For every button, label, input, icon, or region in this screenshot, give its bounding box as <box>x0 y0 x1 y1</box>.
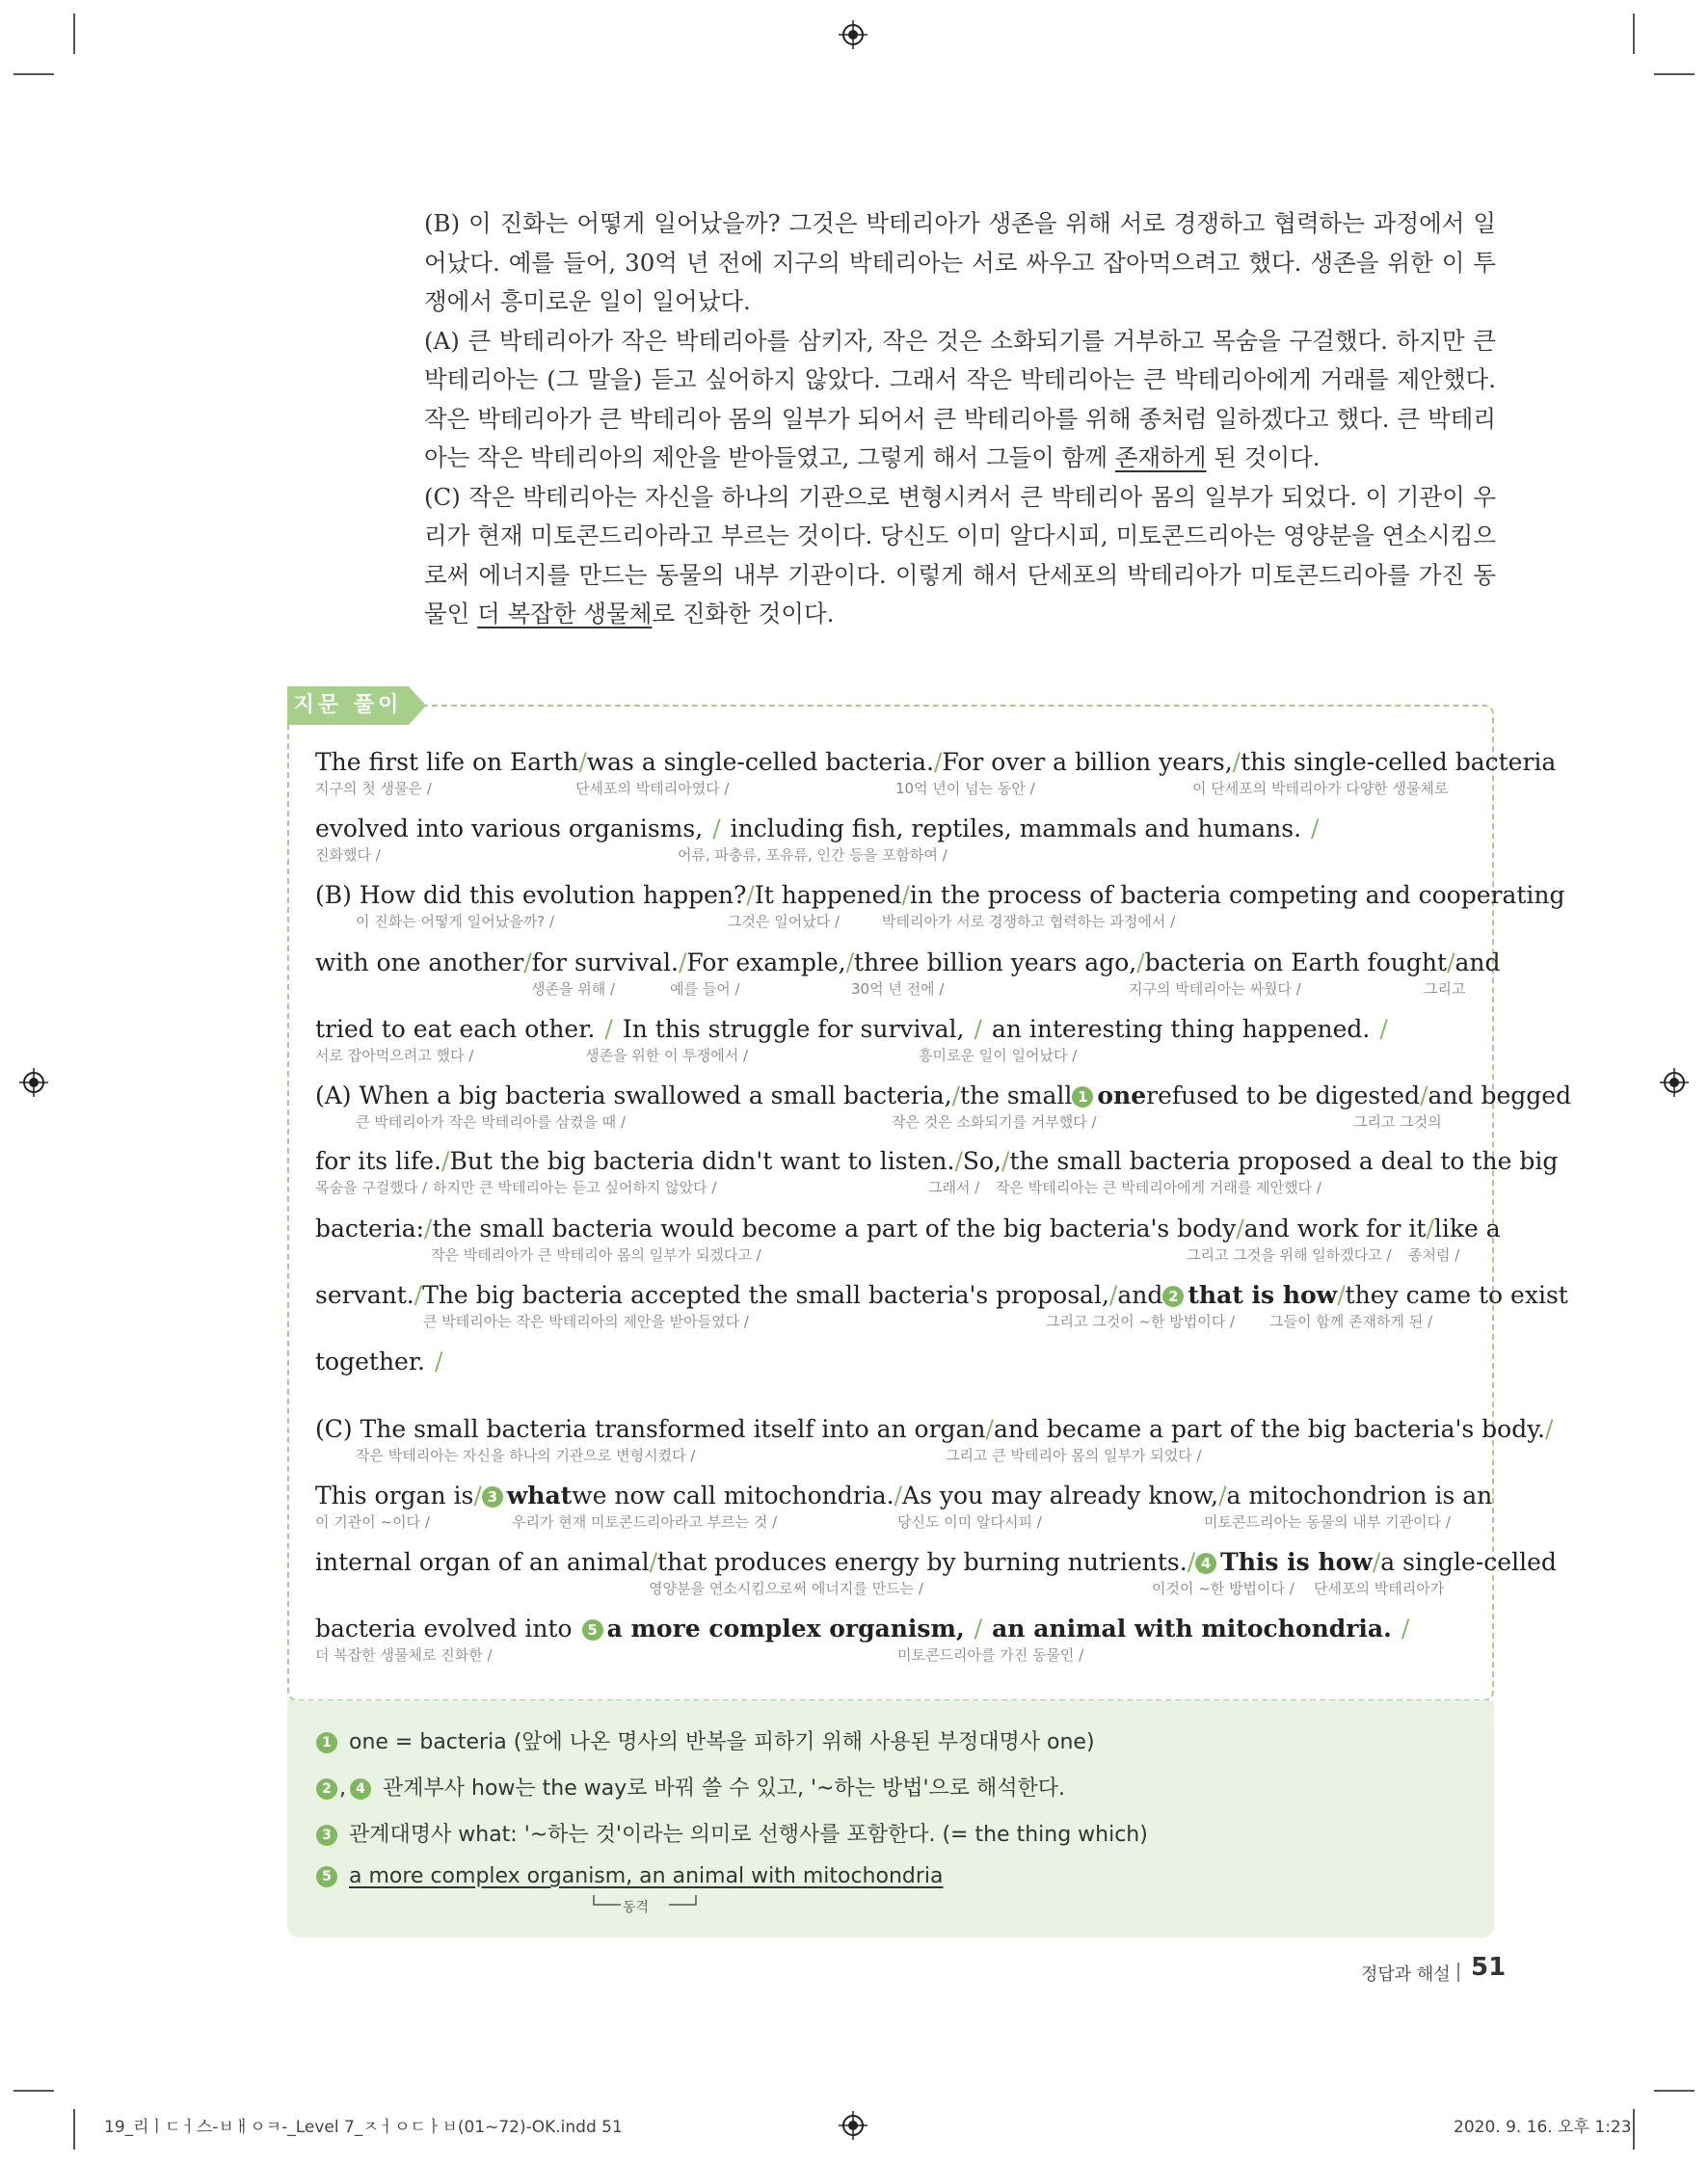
english-chunk: and <box>1117 1281 1163 1309</box>
chunk-slash: / <box>578 748 587 776</box>
korean-gloss: 그들이 함께 존재하게 된 / <box>1269 1313 1433 1330</box>
footer-timestamp: 2020. 9. 16. 오후 1:23 <box>1454 2118 1632 2137</box>
chunk-slash: / <box>1187 1548 1196 1576</box>
chunk-slash: / <box>414 1281 423 1309</box>
chunk-slash: / <box>845 948 855 976</box>
english-sentence <box>315 948 1501 976</box>
translation-paragraph-b: (B) 이 진화는 어떻게 일어났을까? 그것은 박테리아가 생존을 위해 서로 경쟁하고 협력하는 과정에서 일어났다. 예를 들어, 30억 년 전에 지구의 박테리아는 서로 싸우고 잡아먹으려고 했다. 생존을 위한 이 투쟁에서 흥미로운 일이 일어났다. <box>424 209 1496 315</box>
registration-mark-icon <box>839 20 867 49</box>
chunk-slash: / <box>424 1215 433 1242</box>
korean-gloss: 어류, 파충류, 포유류, 인간 등을 포함하여 / <box>678 846 947 864</box>
grammar-point-number: 2 <box>1162 1286 1184 1307</box>
korean-gloss-row <box>315 1643 1468 1662</box>
chunk-slash: / <box>712 815 721 842</box>
chunk-slash: / <box>1401 1615 1410 1643</box>
chunk-slash: / <box>1136 948 1145 976</box>
english-chunk: a single-celled <box>1380 1548 1557 1576</box>
korean-gloss-row <box>315 1376 1468 1395</box>
english-chunk: refused to be digested <box>1146 1082 1421 1109</box>
english-chunk: 2 that is how <box>1162 1281 1337 1309</box>
english-chunk: including fish, reptiles, mammals and humans. <box>730 815 1302 842</box>
english-chunk: bacteria on Earth fought <box>1144 948 1448 976</box>
korean-gloss: 진화했다 / <box>315 846 381 864</box>
analysis-line <box>315 1082 1572 1131</box>
korean-gloss: 하지만 큰 박테리아는 듣고 싶어하지 않았다 / <box>433 1179 717 1196</box>
korean-gloss: 30억 년 전에 / <box>851 980 945 998</box>
korean-gloss: 이 진화는 어떻게 일어났을까? / <box>356 913 554 930</box>
korean-gloss: 그리고 그것이 ~한 방법이다 / <box>1046 1313 1236 1330</box>
english-chunk: tried to eat each other. <box>315 1015 596 1043</box>
footer-file-info: 19_리ㅣㄷㅓ스-ㅂㅐㅇㅋ-_Level 7_ㅈㅓㅇㄷㅏㅂ(01~72)-OK.indd 51 <box>104 2118 623 2137</box>
chunk-slash: / <box>441 1147 450 1175</box>
chunk-slash: / <box>954 1147 963 1175</box>
korean-gloss: 더 복잡한 생물체로 진화한 / <box>315 1646 493 1664</box>
english-chunk: was a single-celled bacteria. <box>586 748 934 776</box>
english-sentence <box>315 1348 1468 1376</box>
english-sentence <box>315 1615 1468 1643</box>
english-chunk: with one another <box>315 948 524 976</box>
chunk-slash: / <box>1218 1482 1227 1509</box>
chunk-slash: / <box>1447 948 1455 976</box>
note-item: 5 a more complex organism, an animal with mitochondria <box>316 1864 944 1888</box>
grammar-point-number: 5 <box>582 1619 603 1641</box>
english-chunk: they came to exist <box>1345 1281 1568 1309</box>
korean-gloss-row <box>315 776 1468 795</box>
translation-paragraph-c: (C) 작은 박테리아는 자신을 하나의 기관으로 변형시켜서 큰 박테리아 몸의 일부가 되었다. 이 기관이 우리가 현재 미토콘드리아라고 부르는 것이다. 당신도 이미 알다시피, 미토콘드리아는 영양분을 연소시킴으로써 에너지를 만드는 동물의 내부 기관이다. 이렇게 해서 단세포의 박테리아가 미토콘드리아를 가진 동물인 더 복잡한 생물체로 진화한 것이다. <box>424 482 1496 628</box>
english-chunk: and <box>1454 948 1501 976</box>
english-chunk: So, <box>962 1147 1001 1175</box>
chunk-slash: / <box>1001 1147 1010 1175</box>
crop-mark <box>1654 73 1695 75</box>
english-sentence <box>315 815 1468 842</box>
english-chunk: an interesting thing happened. <box>991 1015 1371 1043</box>
english-chunk: evolved into various organisms, <box>315 815 704 842</box>
english-chunk: for survival. <box>531 948 679 976</box>
english-chunk: like a <box>1433 1215 1501 1242</box>
chunk-slash: / <box>1372 1548 1381 1576</box>
crop-mark <box>1633 13 1635 54</box>
english-chunk: It happened <box>754 881 902 909</box>
analysis-line <box>315 1215 1501 1264</box>
english-chunk: the small bacteria would become a part of the big bacteria's body <box>432 1215 1237 1242</box>
korean-gloss: 영양분을 연소시킴으로써 에너지를 만드는 / <box>649 1580 923 1597</box>
chunk-slash: / <box>649 1548 658 1576</box>
english-chunk: For over a billion years, <box>942 748 1233 776</box>
chunk-slash: / <box>985 1415 994 1443</box>
english-chunk: and begged <box>1428 1082 1572 1109</box>
analysis-line <box>315 1482 1493 1531</box>
underlined-phrase: 존재하게 <box>1114 443 1207 471</box>
chunk-slash: / <box>604 1015 613 1043</box>
grammar-point-number: 4 <box>1195 1553 1216 1574</box>
chunk-slash: / <box>1379 1015 1388 1043</box>
grammar-notes <box>287 1700 1494 1937</box>
note-number: 3 <box>316 1825 337 1846</box>
analysis-line <box>315 748 1557 797</box>
english-sentence <box>315 748 1557 776</box>
korean-gloss: 미토콘드리아를 가진 동물인 / <box>897 1646 1084 1664</box>
page-number: 51 <box>1471 1953 1507 1982</box>
chunk-slash: / <box>523 948 532 976</box>
english-chunk: (C) The small bacteria transformed itself into an organ <box>315 1415 986 1443</box>
crop-mark <box>13 73 54 75</box>
chunk-slash: / <box>435 1348 443 1376</box>
korean-gloss-row <box>315 976 1468 996</box>
page-label: 정답과 해설 <box>1361 1964 1451 1985</box>
korean-gloss-row <box>315 842 1468 862</box>
chunk-slash: / <box>1420 1082 1428 1109</box>
analysis-line <box>315 1615 1468 1662</box>
analysis-line <box>315 1015 1468 1062</box>
english-chunk: and became a part of the big bacteria's body. <box>993 1415 1545 1443</box>
english-sentence <box>315 1415 1554 1443</box>
korean-gloss: 예를 들어 / <box>670 980 740 998</box>
english-sentence <box>315 1082 1572 1109</box>
korean-gloss-row <box>315 1509 1468 1529</box>
english-chunk: This organ is <box>315 1482 474 1509</box>
korean-gloss: 박테리아가 서로 경쟁하고 협력하는 과정에서 / <box>882 913 1176 930</box>
korean-gloss: 생존을 위해 / <box>531 980 616 998</box>
korean-gloss: 지구의 첫 생물은 / <box>315 780 432 797</box>
crop-mark <box>73 13 75 54</box>
crop-mark <box>73 2109 75 2150</box>
chunk-slash: / <box>1311 815 1320 842</box>
english-sentence <box>315 1281 1568 1309</box>
korean-gloss: 이것이 ~한 방법이다 / <box>1152 1580 1294 1597</box>
analysis-line <box>315 815 1468 862</box>
chunk-slash: / <box>1426 1215 1434 1242</box>
chunk-slash: / <box>951 1082 961 1109</box>
korean-gloss: 그리고 큰 박테리아 몸의 일부가 되었다 / <box>946 1447 1202 1464</box>
underlined-phrase: 더 복잡한 생물체 <box>477 600 653 628</box>
grammar-point-number: 3 <box>482 1486 503 1508</box>
korean-gloss: 그리고 <box>1424 980 1466 998</box>
analysis-line <box>315 1348 1468 1395</box>
note-number: 1 <box>316 1732 337 1753</box>
page-divider <box>1457 1963 1459 1982</box>
korean-gloss: 서로 잡아먹으려고 했다 / <box>315 1047 474 1064</box>
korean-gloss: 당신도 이미 알다시피 / <box>897 1513 1042 1531</box>
english-chunk: The big bacteria accepted the small bacteria's proposal, <box>422 1281 1109 1309</box>
korean-gloss-row <box>315 1576 1468 1595</box>
english-chunk: together. <box>315 1348 425 1376</box>
korean-gloss: 미토콘드리아는 동물의 내부 기관이다 / <box>1204 1513 1451 1531</box>
korean-gloss: 작은 것은 소화되기를 거부했다 / <box>892 1113 1097 1131</box>
english-chunk: 4 This is how <box>1195 1548 1373 1576</box>
section-tag-arrow <box>409 686 426 725</box>
korean-gloss-row <box>315 1242 1468 1262</box>
analysis-line <box>315 948 1501 998</box>
note-item: 1 one = bacteria (앞에 나온 명사의 반복을 피하기 위해 사용된 부정대명사 one) <box>316 1725 1095 1755</box>
korean-gloss: 큰 박테리아는 작은 박테리아의 제안을 받아들였다 / <box>423 1313 749 1330</box>
korean-gloss: 단세포의 박테리아였다 / <box>575 780 730 797</box>
korean-gloss: 그리고 그것의 <box>1353 1113 1442 1131</box>
english-chunk: this single-celled bacteria <box>1241 748 1557 776</box>
korean-gloss: 작은 박테리아는 자신을 하나의 기관으로 변형시켰다 / <box>356 1447 696 1464</box>
korean-gloss: 작은 박테리아가 큰 박테리아 몸의 일부가 되겠다고 / <box>431 1246 761 1264</box>
registration-mark-icon <box>19 1068 48 1097</box>
english-chunk: an animal with mitochondria. <box>992 1615 1392 1643</box>
chunk-slash: / <box>473 1482 482 1509</box>
korean-gloss: 목숨을 구걸했다 / <box>315 1179 428 1196</box>
chunk-slash: / <box>894 1482 903 1509</box>
english-chunk: in the process of bacteria competing and cooperating <box>909 881 1565 909</box>
english-chunk: bacteria: <box>315 1215 425 1242</box>
chunk-slash: / <box>1236 1215 1244 1242</box>
english-sentence <box>315 1482 1493 1509</box>
chunk-slash: / <box>974 1615 983 1643</box>
crop-mark <box>13 2090 54 2092</box>
english-chunk: 3 what <box>482 1482 572 1509</box>
english-chunk: we now call mitochondria. <box>572 1482 894 1509</box>
english-sentence <box>315 1147 1559 1175</box>
note-number: 4 <box>350 1778 371 1800</box>
analysis-line <box>315 1281 1568 1330</box>
chunk-slash: / <box>678 948 687 976</box>
korean-gloss: 작은 박테리아는 큰 박테리아에게 거래를 제안했다 / <box>996 1179 1321 1196</box>
english-sentence <box>315 1215 1501 1242</box>
english-chunk: that produces energy by burning nutrients. <box>657 1548 1188 1576</box>
korean-gloss-row <box>315 1109 1468 1129</box>
english-chunk: bacteria evolved into <box>315 1615 573 1643</box>
korean-gloss: 이 기관이 ~이다 / <box>315 1513 430 1531</box>
korean-gloss-row <box>315 1443 1468 1462</box>
korean-gloss-row <box>315 1043 1468 1062</box>
apposition-label: 동격 <box>623 1900 650 1915</box>
grammar-point-number: 1 <box>1072 1086 1093 1108</box>
english-sentence <box>315 1548 1557 1576</box>
english-sentence <box>315 1015 1468 1043</box>
english-chunk: servant. <box>315 1281 414 1309</box>
english-chunk: internal organ of an animal <box>315 1548 650 1576</box>
english-chunk: For example, <box>686 948 846 976</box>
english-chunk: a mitochondrion is an <box>1226 1482 1493 1509</box>
korean-gloss-row <box>315 1175 1468 1194</box>
korean-gloss-row <box>315 1309 1468 1328</box>
registration-mark-icon <box>1660 1068 1689 1097</box>
chunk-slash: / <box>1337 1281 1346 1309</box>
korean-gloss: 지구의 박테리아는 싸웠다 / <box>1129 980 1301 998</box>
english-chunk: the small <box>960 1082 1073 1109</box>
analysis-line <box>315 1415 1554 1464</box>
korean-gloss-row <box>315 909 1468 928</box>
english-chunk: But the big bacteria didn't want to listen. <box>449 1147 955 1175</box>
korean-translation <box>424 204 1496 634</box>
note-number: 5 <box>316 1866 337 1887</box>
note-item: 3 관계대명사 what: '~하는 것'이라는 의미로 선행사를 포함한다. (= the thing which) <box>316 1818 1148 1848</box>
korean-gloss: 큰 박테리아가 작은 박테리아를 삼켰을 때 / <box>356 1113 626 1131</box>
english-chunk: the small bacteria proposed a deal to the big <box>1009 1147 1559 1175</box>
english-chunk: for its life. <box>315 1147 442 1175</box>
chunk-slash: / <box>933 748 943 776</box>
english-chunk: 1 one <box>1072 1082 1146 1109</box>
analysis-line <box>315 1548 1557 1597</box>
english-chunk: (A) When a big bacteria swallowed a small bacteria, <box>315 1082 952 1109</box>
english-chunk: three billion years ago, <box>854 948 1137 976</box>
note-number: 2 <box>316 1778 337 1800</box>
chunk-slash: / <box>901 881 910 909</box>
analysis-line <box>315 1147 1559 1196</box>
analysis-line <box>315 881 1565 930</box>
korean-gloss: 생존을 위한 이 투쟁에서 / <box>585 1047 749 1064</box>
chunk-slash: / <box>974 1015 982 1043</box>
korean-gloss: 종처럼 / <box>1408 1246 1460 1264</box>
english-chunk: (B) How did this evolution happen? <box>315 881 747 909</box>
english-sentence <box>315 881 1565 909</box>
english-chunk: The first life on Earth <box>315 748 579 776</box>
english-chunk: In this struggle for survival, <box>622 1015 965 1043</box>
english-chunk: As you may already know, <box>902 1482 1219 1509</box>
korean-gloss: 이 단세포의 박테리아가 다양한 생물체로 <box>1192 780 1449 797</box>
korean-gloss: 10억 년이 넘는 동안 / <box>895 780 1035 797</box>
korean-gloss: 단세포의 박테리아가 <box>1314 1580 1445 1597</box>
crop-mark <box>1633 2109 1635 2150</box>
translation-paragraph-a: (A) 큰 박테리아가 작은 박테리아를 삼키자, 작은 것은 소화되기를 거부하고 목숨을 구걸했다. 하지만 큰 박테리아는 (그 말을) 듣고 싶어하지 않았다. 그래서 작은 박테리아는 큰 박테리아에게 거래를 제안했다. 작은 박테리아가 큰 박테리아 몸의 일부가 되어서 큰 박테리아를 위해 종처럼 일하겠다고 했다. 큰 박테리아는 작은 박테리아의 제안을 받아들였고, 그렇게 해서 그들이 함께 존재하게 된 것이다. <box>424 326 1496 471</box>
english-chunk: 5 a more complex organism, <box>582 1615 965 1643</box>
section-tag: 지문 풀이 <box>287 686 409 725</box>
chunk-slash: / <box>1232 748 1241 776</box>
chunk-slash: / <box>1108 1281 1118 1309</box>
korean-gloss: 그리고 그것을 위해 일하겠다고 / <box>1187 1246 1392 1264</box>
chunk-slash: / <box>746 881 755 909</box>
chunk-slash: / <box>1544 1415 1554 1443</box>
note-item: 2 , 4 관계부사 how는 the way로 바꿔 쓸 수 있고, '~하는 방법'으로 해석한다. <box>316 1772 1065 1802</box>
registration-mark-icon <box>839 2111 867 2140</box>
korean-gloss: 흥미로운 일이 일어났다 / <box>919 1047 1078 1064</box>
korean-gloss: 그래서 / <box>928 1179 980 1196</box>
korean-gloss: 우리가 현재 미토콘드리아라고 부르는 것 / <box>512 1513 778 1531</box>
crop-mark <box>1654 2090 1695 2092</box>
english-chunk: and work for it <box>1243 1215 1427 1242</box>
korean-gloss: 그것은 일어났다 / <box>728 913 841 930</box>
